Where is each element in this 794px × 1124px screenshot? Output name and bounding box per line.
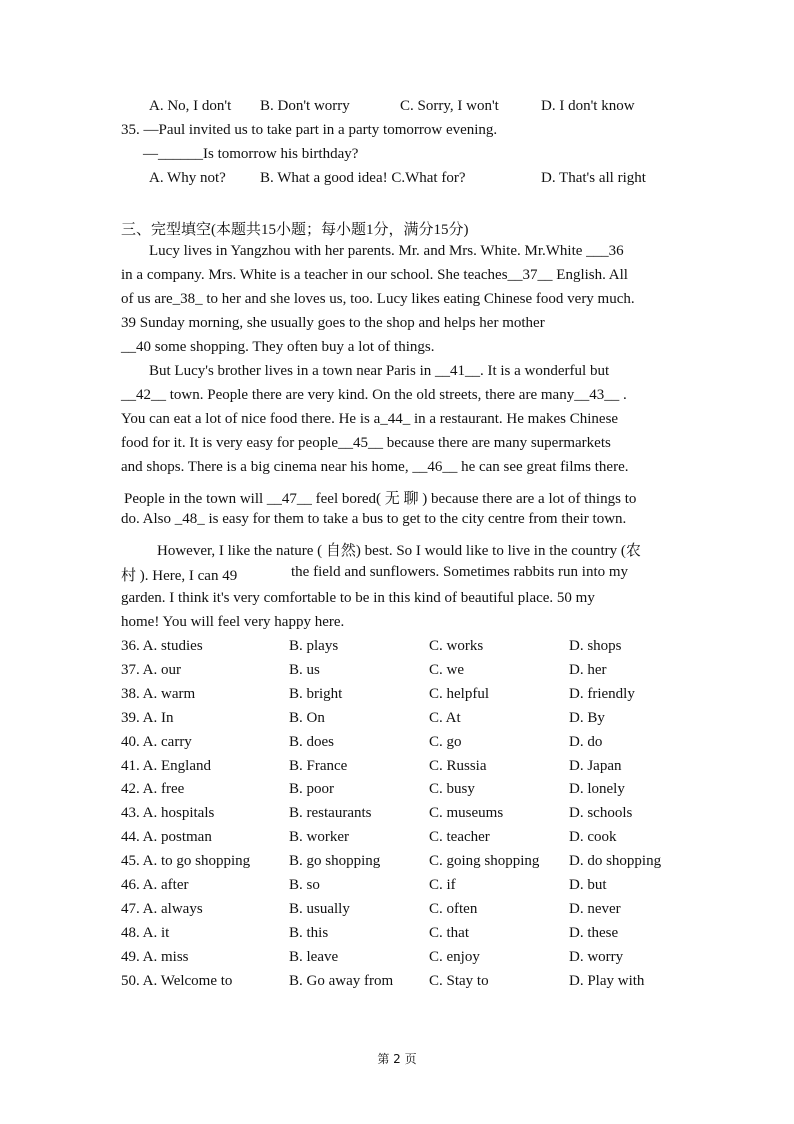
q35-question: 35. —Paul invited us to take part in a party tomorrow evening. [121, 122, 498, 138]
question-option-c: C. go [429, 733, 462, 750]
question-option-a: 50. A. Welcome to [121, 972, 233, 989]
question-option-b: B. go shopping [289, 853, 381, 870]
question-option-b: B. restaurants [289, 805, 372, 822]
question-option-d: D. never [569, 900, 621, 917]
question-option-c: C. enjoy [429, 948, 480, 965]
question-option-b: B. usually [289, 900, 350, 917]
question-option-c: C. if [429, 877, 456, 893]
q34-option-a: A. No, I don't [149, 98, 232, 114]
question-option-d: D. shops [569, 638, 622, 654]
passage-line: 村 ). Here, I can 49 [121, 568, 238, 584]
question-option-a: 47. A. always [121, 900, 203, 917]
question-option-c: C. helpful [429, 685, 489, 702]
question-option-b: B. poor [289, 781, 334, 798]
q35-option-bc: B. What a good idea! C.What for? [260, 170, 466, 186]
question-option-d: D. lonely [569, 781, 625, 798]
question-option-b: B. us [289, 661, 320, 678]
question-option-d: D. Japan [569, 757, 622, 774]
question-option-a: 43. A. hospitals [121, 805, 215, 822]
passage-line: in a company. Mrs. White is a teacher in our school. She teaches__37__ English. All [121, 267, 628, 283]
question-option-a: 45. A. to go shopping [121, 853, 251, 870]
question-option-a: 44. A. postman [121, 829, 212, 846]
question-option-c: C. works [429, 638, 484, 654]
q35-reply: —______Is tomorrow his birthday? [143, 146, 359, 162]
passage-line: You can eat a lot of nice food there. He is a_44_ in a restaurant. He makes Chinese [121, 411, 619, 427]
passage-line: food for it. It is very easy for people__45__ because there are many supermarkets [121, 435, 611, 451]
passage-line: Lucy lives in Yangzhou with her parents. Mr. and Mrs. White. Mr.White ___36 [149, 243, 624, 259]
question-option-d: D. do shopping [569, 853, 662, 870]
question-option-b: B. On [289, 709, 325, 726]
passage-line: of us are_38_ to her and she loves us, too. Lucy likes eating Chinese food very much. [121, 291, 635, 307]
question-option-d: D. these [569, 924, 619, 941]
question-option-b: B. worker [289, 829, 349, 846]
q35-option-a: A. Why not? [149, 170, 226, 186]
passage-line: __42__ town. People there are very kind. On the old streets, there are many__43__ . [121, 387, 627, 403]
question-option-b: B. bright [289, 685, 343, 702]
question-option-a: 49. A. miss [121, 948, 189, 965]
question-option-c: C. Stay to [429, 972, 489, 989]
question-option-a: 41. A. England [121, 757, 211, 774]
question-option-c: C. teacher [429, 829, 490, 846]
q35-option-d: D. That's all right [541, 170, 646, 186]
question-option-b: B. so [289, 877, 320, 893]
question-option-a: 48. A. it [121, 924, 170, 941]
question-option-a: 42. A. free [121, 781, 185, 798]
section-title: 三、完型填空(本题共15小题；每小题1分，满分15分) [121, 222, 469, 238]
question-option-c: C. often [429, 900, 478, 917]
question-option-b: B. Go away from [289, 972, 394, 989]
question-option-d: D. do [569, 733, 603, 750]
question-option-c: C. Russia [429, 757, 487, 774]
question-option-c: C. we [429, 661, 464, 678]
question-option-d: D. but [569, 877, 607, 893]
question-option-c: C. busy [429, 781, 475, 798]
passage-line: the field and sunflowers. Sometimes rabbits run into my [291, 564, 629, 580]
q34-option-b: B. Don't worry [260, 98, 350, 114]
question-option-b: B. leave [289, 948, 339, 965]
question-option-a: 39. A. In [121, 709, 174, 726]
q34-option-d: D. I don't know [541, 98, 635, 114]
passage-line: But Lucy's brother lives in a town near Paris in __41__. It is a wonderful but [149, 363, 610, 379]
question-option-d: D. her [569, 661, 607, 678]
question-option-b: B. France [289, 757, 348, 774]
passage-line: People in the town will __47__ feel bored( 无 聊 ) because there are a lot of things to [124, 491, 637, 507]
passage-line: and shops. There is a big cinema near his home, __46__ he can see great films there. [121, 459, 629, 475]
question-option-c: C. At [429, 709, 461, 726]
question-option-a: 38. A. warm [121, 685, 196, 702]
question-option-d: D. worry [569, 948, 624, 965]
passage-line: __40 some shopping. They often buy a lot of things. [121, 339, 435, 355]
passage-line: garden. I think it's very comfortable to be in this kind of beautiful place. 50 my [121, 590, 595, 606]
question-option-d: D. schools [569, 805, 633, 822]
page-number: 第 2 页 [377, 1052, 417, 1066]
passage-line: home! You will feel very happy here. [121, 614, 345, 630]
question-option-a: 37. A. our [121, 661, 181, 678]
question-option-d: D. cook [569, 829, 617, 846]
q34-option-c: C. Sorry, I won't [400, 98, 499, 114]
question-option-c: C. that [429, 924, 469, 941]
passage-line: do. Also _48_ is easy for them to take a bus to get to the city centre from their town. [121, 511, 627, 527]
question-option-a: 40. A. carry [121, 733, 192, 750]
question-option-d: D. friendly [569, 685, 635, 702]
question-option-a: 36. A. studies [121, 638, 203, 654]
question-option-d: D. Play with [569, 972, 645, 989]
question-option-d: D. By [569, 709, 605, 726]
passage-line: 39 Sunday morning, she usually goes to the shop and helps her mother [121, 315, 545, 331]
question-option-a: 46. A. after [121, 877, 189, 893]
question-option-c: C. going shopping [429, 853, 540, 870]
question-option-b: B. this [289, 924, 329, 941]
passage-line: However, I like the nature ( 自然) best. So I would like to live in the country (农 [157, 543, 641, 559]
question-option-c: C. museums [429, 805, 504, 822]
question-option-b: B. plays [289, 638, 339, 654]
question-option-b: B. does [289, 733, 334, 750]
